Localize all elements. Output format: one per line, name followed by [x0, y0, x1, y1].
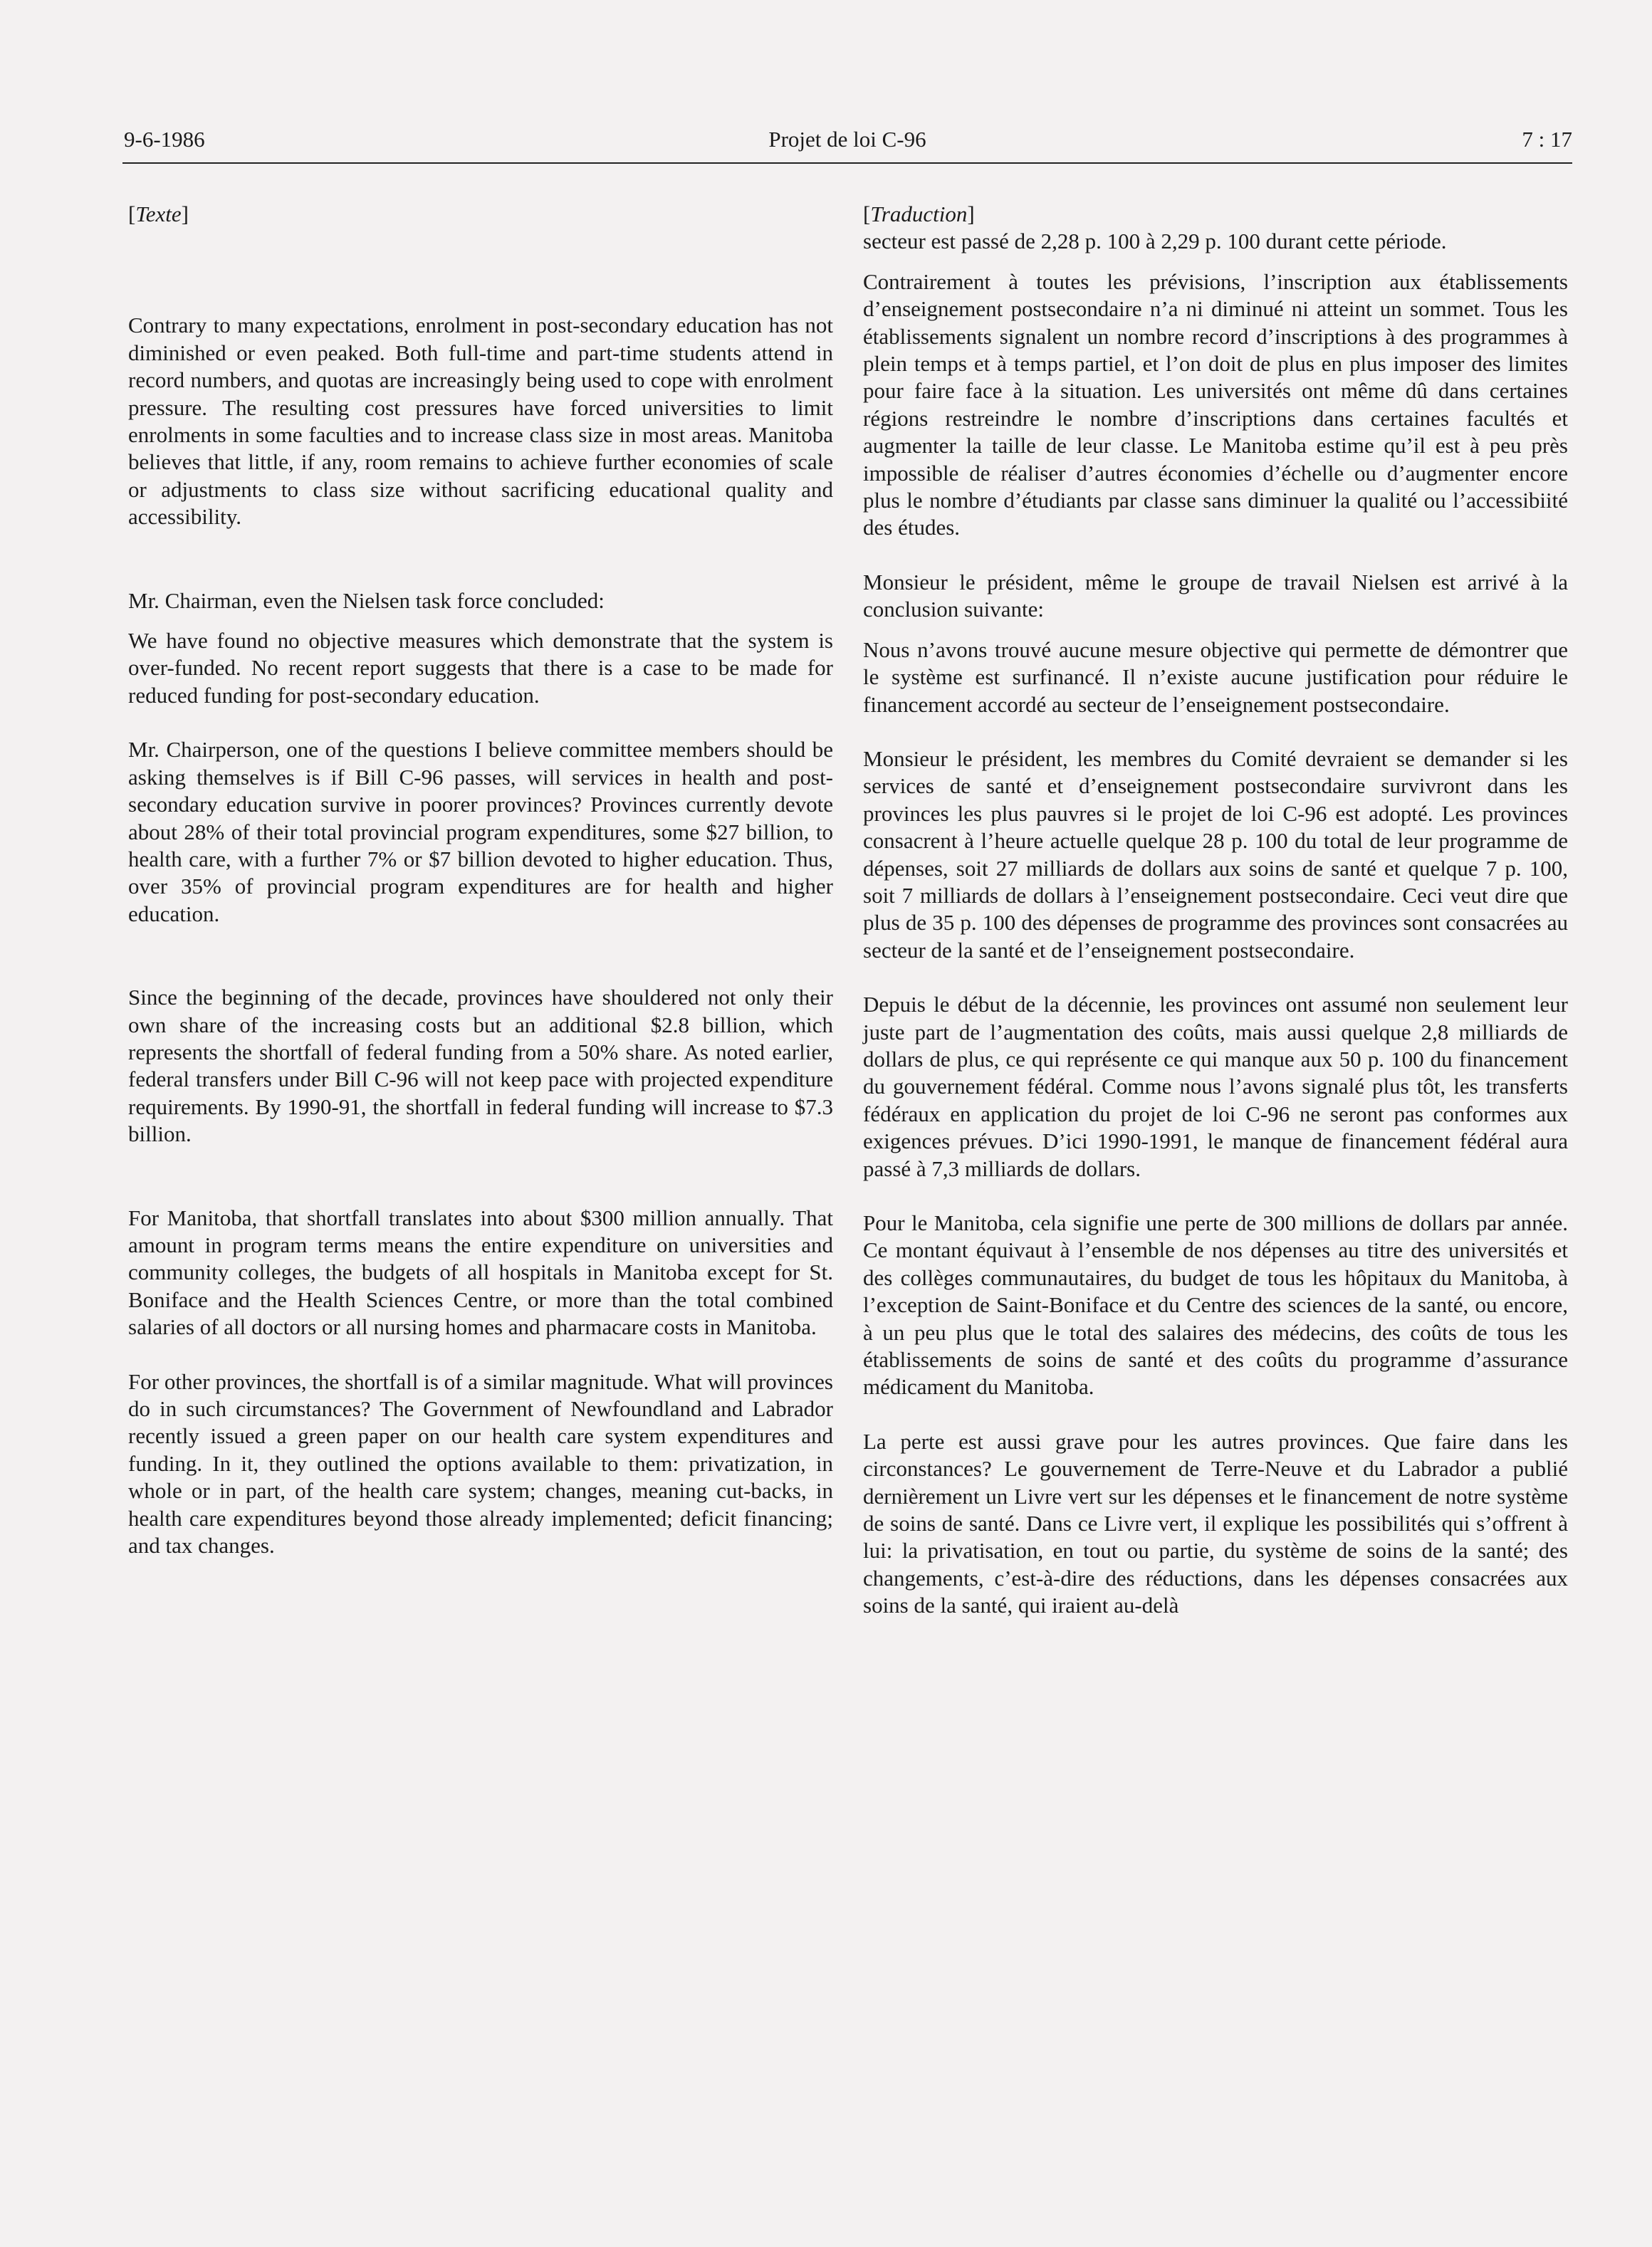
en-quote: We have found no objective measures which demonstrate that the system is over-funded. No recent report suggests that there is a case to be made for reduced funding for post-secondary education. — [128, 628, 833, 708]
fr-paragraph-2: Contrairement à toutes les prévisions, l’inscription aux établissements d’enseignement postsecondaire n’a ni diminué ni atteint un sommet. Tous les établissements signalent un nombre record d’inscriptions à des programmes à plein temps et à temps partiel, et l’on doit de plus en plus imposer des limites pour faire face à la situation. Les universités ont même dû dans certaines régions restreindre le nombre d’inscriptions dans certaines facultés et augmenter la taille de leur classe. Le Manitoba estime qu’il est à peu près impossible de réaliser d’autres économies d’échelle ou d’augmenter encore plus le nombre d’étudiants par classe sans diminuer la qualité ou l’accessibiité des études. — [863, 268, 1568, 540]
fr-paragraph-8: La perte est aussi grave pour les autres provinces. Que faire dans les circonstances? Le gouvernement de Terre-Neuve et du Labrador a publié dernièrement un Livre vert sur les dépenses et le financement de notre système de soins de santé. Dans ce Livre vert, il explique les possibilités qui s’offrent à lui: la privatisation, en tout ou partie, du système de soins de la santé; des changements, c’est-à-dire des réductions, dans les dépenses consacrées aux soins de la santé, qui iraient au-delà — [863, 1428, 1568, 1618]
en-paragraph-7: For other provinces, the shortfall is of a similar magnitude. What will provinces do in such circumstances? The Government of Newfoundland and Labrador recently issued a green paper on our health care system expenditures and funding. In it, they outlined the options available to them: privatization, in whole or in part, of the health care system; changes, meaning cut-backs, in health care expenditures beyond those already implemented; deficit financing; and tax changes. — [128, 1368, 833, 1559]
english-column — [128, 201, 833, 1559]
fr-paragraph-1: secteur est passé de 2,28 p. 100 à 2,29 p. 100 durant cette période. — [863, 229, 1447, 254]
fr-paragraph-3: Monsieur le président, même le groupe de travail Nielsen est arrivé à la conclusion suivante: — [863, 569, 1568, 622]
en-paragraph-4: Mr. Chairperson, one of the questions I believe committee members should be asking themselves is if Bill C-96 passes, will services in health and post-secondary education survive in poorer provinces? Provinces currently devote about 28% of their total provincial program expenditures, some $27 billion, to health care, with a further 7% or $7 billion devoted to higher education. Thus, over 35% of provincial program expenditures are for health and higher education. — [128, 737, 833, 926]
french-column — [863, 201, 1568, 1620]
fr-paragraph-7: Pour le Manitoba, cela signifie une perte de 300 millions de dollars par année. Ce montant équivaut à l’ensemble de nos dépenses au titre des universités et des collèges communautaires, du budget de tous les hôpitaux du Manitoba, à l’exception de Saint-Boniface et du Centre des sciences de la santé, ou encore, à un peu plus que le total des salaires des médecins, des coûts de tous les établissements de soins de santé et des coûts du programme d’assurance médicament du Manitoba. — [863, 1210, 1568, 1400]
header-date: 9-6-1986 — [124, 127, 205, 152]
text-label: [Texte] — [128, 201, 189, 226]
header-rule — [122, 162, 1572, 164]
en-paragraph-1: Contrary to many expectations, enrolment in post-secondary education has not diminished or even peaked. Both full-time and part-time students attend in record numbers, and quotas are increasingly being used to cope with enrolment pressure. The resulting cost pressures have forced universities to limit enrolments in some faculties and to increase class size in most areas. Manitoba believes that little, if any, room remains to achieve further economies of scale or adjustments to class size without sacrificing educational quality and accessibility. — [128, 313, 833, 530]
header-page-number: 7 : 17 — [1522, 127, 1572, 152]
header-title: Projet de loi C-96 — [768, 127, 926, 152]
fr-paragraph-6: Depuis le début de la décennie, les provinces ont assumé non seulement leur juste part de l’augmentation des coûts, mais aussi quelque 2,8 milliards de dollars de plus, ce qui représente ce qui manque aux 50 p. 100 du financement du gouvernement fédéral. Comme nous l’avons signalé plus tôt, les transferts fédéraux en application du projet de loi C-96 ne seront pas conformes aux exigences prévues. D’ici 1990-1991, le manque de financement fédéral aura passé à 7,3 milliards de dollars. — [863, 992, 1568, 1181]
en-paragraph-6: For Manitoba, that shortfall translates into about $300 million annually. That amount in program terms means the entire expenditure on universities and community colleges, the budgets of all hospitals in Manitoba except for St. Boniface and the Health Sciences Centre, or more than the total combined salaries of all doctors or all nursing homes and pharmacare costs in Manitoba. — [128, 1205, 833, 1340]
translation-label: [Traduction] — [863, 201, 975, 226]
fr-quote: Nous n’avons trouvé aucune mesure objective qui permette de démontrer que le système est surfinancé. Il n’existe aucune justification pour réduire le financement accordé au secteur de l’enseignement postsecondaire. — [863, 637, 1568, 717]
en-paragraph-5: Since the beginning of the decade, provinces have shouldered not only their own share of the increasing costs but an additional $2.8 billion, which represents the shortfall of federal funding from a 50% share. As noted earlier, federal transfers under Bill C-96 will not keep pace with projected expenditure requirements. By 1990-91, the shortfall in federal funding will increase to $7.3 billion. — [128, 985, 833, 1147]
en-paragraph-2: Mr. Chairman, even the Nielsen task force concluded: — [128, 587, 605, 613]
fr-paragraph-5: Monsieur le président, les membres du Comité devraient se demander si les services de santé et d’enseignement postsecondaire survivront dans les provinces les plus pauvres si le projet de loi C-96 est adopté. Les provinces consacrent à l’heure actuelle quelque 28 p. 100 du total de leur programme de dépenses, soit 27 milliards de dollars aux soins de santé et quelque 7 p. 100, soit 7 milliards de dollars à l’enseignement postsecondaire. Ceci veut dire que plus de 35 p. 100 des dépenses de programme des provinces sont consacrées au secteur de la santé et de l’enseignement postsecondaire. — [863, 745, 1568, 963]
page-header — [122, 127, 1572, 164]
